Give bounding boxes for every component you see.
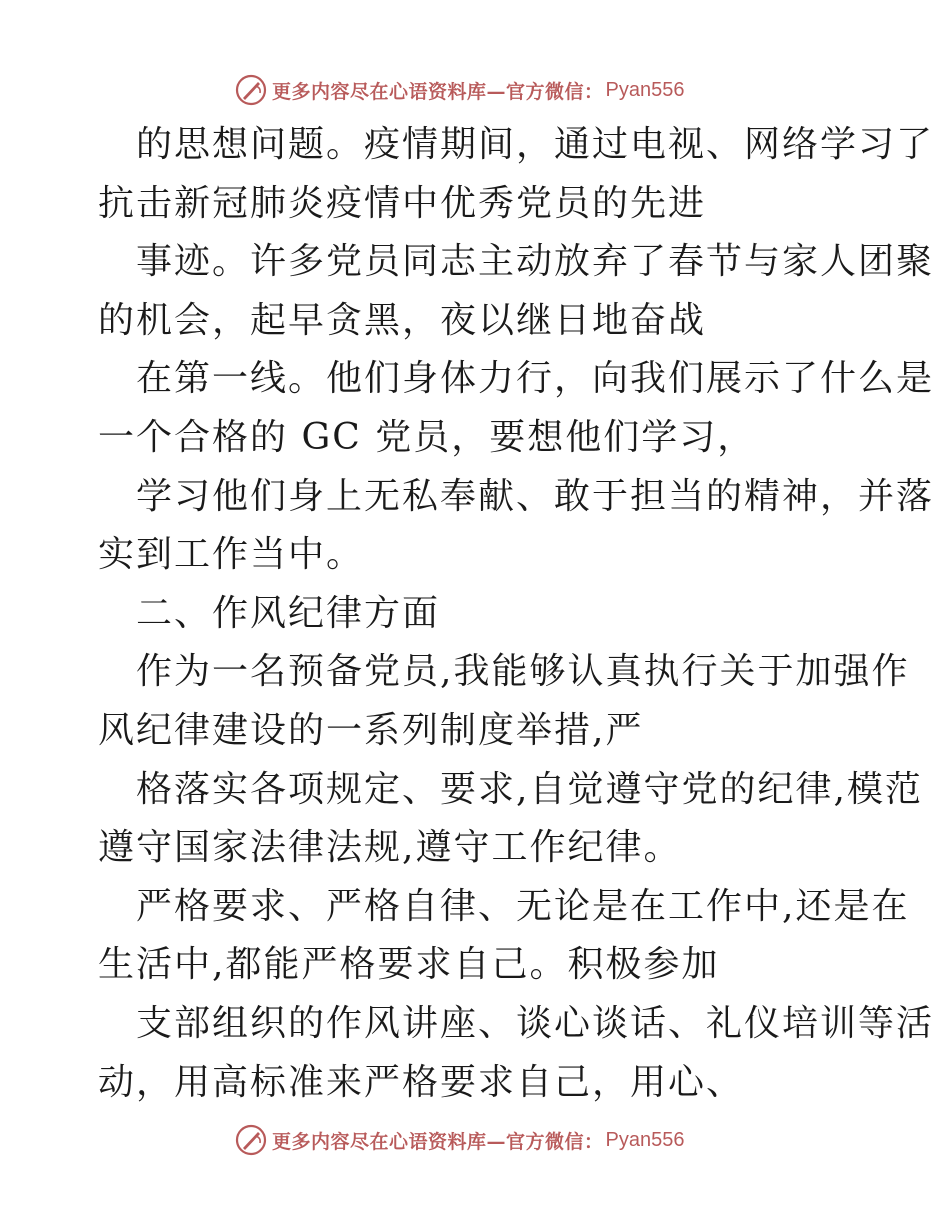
document-body	[98, 116, 935, 1112]
text-line: 在第一线。他们身体力行，向我们展示了什么是	[136, 358, 935, 400]
text-line: 生活中,都能严格要求自己。积极参加	[98, 944, 720, 986]
text-line: 遵守国家法律法规,遵守工作纪律。	[98, 827, 682, 869]
text-line: 学习他们身上无私奉献、敢于担当的精神，并落	[136, 475, 935, 517]
text-line: 的机会，起早贪黑，夜以继日地奋战	[98, 299, 707, 341]
text-line: 格落实各项规定、要求,自觉遵守党的纪律,模范	[136, 768, 923, 810]
text-line: 作为一名预备党员,我能够认真执行关于加强作	[136, 651, 910, 693]
header-watermark	[234, 72, 684, 108]
footer-watermark	[234, 1122, 684, 1158]
section-heading: 二、作风纪律方面	[136, 592, 441, 634]
watermark-text: 更多内容尽在心语资料库—官方微信：	[272, 1130, 604, 1153]
text-line: 的思想问题。疫情期间，通过电视、网络学习了	[136, 124, 935, 165]
text-line: 支部组织的作风讲座、谈心谈话、礼仪培训等活	[136, 1002, 935, 1044]
watermark-text: 更多内容尽在心语资料库—官方微信：	[272, 80, 604, 103]
text-line: 动，用高标准来严格要求自己，用心、	[98, 1061, 745, 1103]
quill-logo-icon	[234, 73, 268, 107]
quill-logo-icon	[234, 1123, 268, 1157]
text-line: 风纪律建设的一系列制度举措,严	[98, 709, 644, 751]
text-line: 一个合格的 GC 党员，要想他们学习，	[98, 416, 756, 458]
text-line: 事迹。许多党员同志主动放弃了春节与家人团聚	[136, 241, 935, 283]
text-line: 实到工作当中。	[98, 534, 365, 576]
watermark-wechat-id: Pyan556	[605, 78, 685, 101]
watermark-wechat-id: Pyan556	[605, 1128, 685, 1151]
text-line: 抗击新冠肺炎疫情中优秀党员的先进	[98, 182, 707, 224]
text-line: 严格要求、严格自律、无论是在工作中,还是在	[136, 885, 910, 927]
